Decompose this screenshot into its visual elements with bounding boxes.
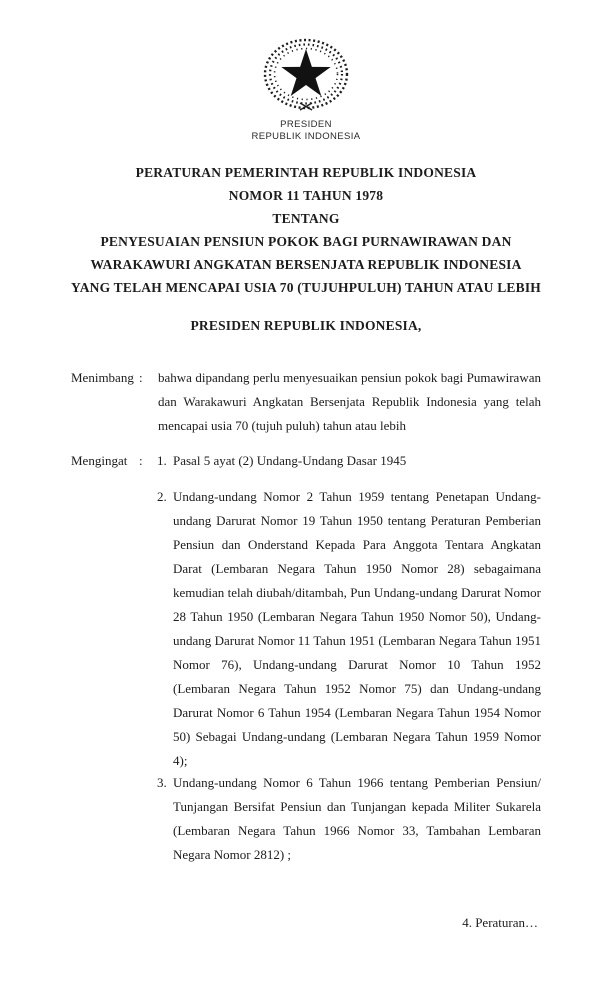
title-line-4: PENYESUAIAN PENSIUN POKOK BAGI PURNAWIRAWAN DAN xyxy=(100,234,512,249)
recalling-colon: : xyxy=(139,453,143,468)
title-line-3: TENTANG xyxy=(272,211,340,226)
letterhead-presiden: PRESIDEN xyxy=(280,119,332,130)
recalling-item-2 xyxy=(157,485,541,773)
catchword-next-page: 4. Peraturan… xyxy=(462,915,538,930)
item-number: 1. xyxy=(157,453,167,468)
considering-label: Menimbang xyxy=(71,370,134,385)
recalling-label: Mengingat xyxy=(71,453,128,468)
star-wreath-icon xyxy=(260,37,352,113)
item-text: Pasal 5 ayat (2) Undang-Undang Dasar 1945 xyxy=(173,453,407,468)
item-text: Undang-undang Nomor 6 Tahun 1966 tentang Pemberian Pensiun/ Tunjangan Bersifat Pensiun dan Tunjangan kepada Militer Sukarela (Lembaran Negara Tahun 1966 Nomor 33, Tambahan Lembaran Negara Nomor 2812) ; xyxy=(173,775,541,862)
title-line-1: PERATURAN PEMERINTAH REPUBLIK INDONESIA xyxy=(135,165,477,180)
title-line-2: NOMOR 11 TAHUN 1978 xyxy=(228,188,384,203)
recalling-item-1 xyxy=(157,449,541,473)
item-number: 3. xyxy=(157,775,167,790)
title-line-5: WARAKAWURI ANGKATAN BERSENJATA REPUBLIK INDONESIA xyxy=(90,257,522,272)
considering-text: bahwa dipandang perlu menyesuaikan pensiun pokok bagi Pumawirawan dan Warakawuri Angkatan Bersenjata Republik Indonesia yang telah mencapai usia 70 (tujuh puluh) tahun atau lebih xyxy=(158,370,541,433)
letterhead-republik-indonesia: REPUBLIK INDONESIA xyxy=(251,131,361,142)
considering-colon: : xyxy=(139,370,143,385)
salutation: PRESIDEN REPUBLIK INDONESIA, xyxy=(190,318,422,333)
document-title xyxy=(0,161,612,299)
presidential-seal xyxy=(260,37,352,113)
item-text: Undang-undang Nomor 2 Tahun 1959 tentang Penetapan Undang-undang Darurat Nomor 19 Tahun 1950 tentang Peraturan Pemberian Pensiun dan Onderstand Kepada Para Anggota Tentara Angkatan Darat (Lembaran Negara Tahun 1950 Nomor 28) sebagaimana kemudian telah diubah/ditambah, Pun Undang-undang Darurat Nomor 28 Tahun 1950 (Lembaran Negara Tahun 1950 Nomor 50), Undang-undang Darurat Nomor 11 Tahun 1951 (Lembaran Negara Tahun 1951 Nomor 76), Undang-undang Darurat Nomor 10 Tahun 1952 (Lembaran Negara Tahun 1952 Nomor 75) dan Undang-undang Darurat Nomor 6 Tahun 1954 (Lembaran Negara Tahun 1954 Nomor 50) Sebagai Undang-undang (Lembaran Negara Tahun 1959 Nomor 4); xyxy=(173,489,541,768)
item-number: 2. xyxy=(157,489,167,504)
recalling-item-3 xyxy=(157,771,541,867)
title-line-6: YANG TELAH MENCAPAI USIA 70 (TUJUHPULUH) TAHUN ATAU LEBIH xyxy=(71,280,541,295)
